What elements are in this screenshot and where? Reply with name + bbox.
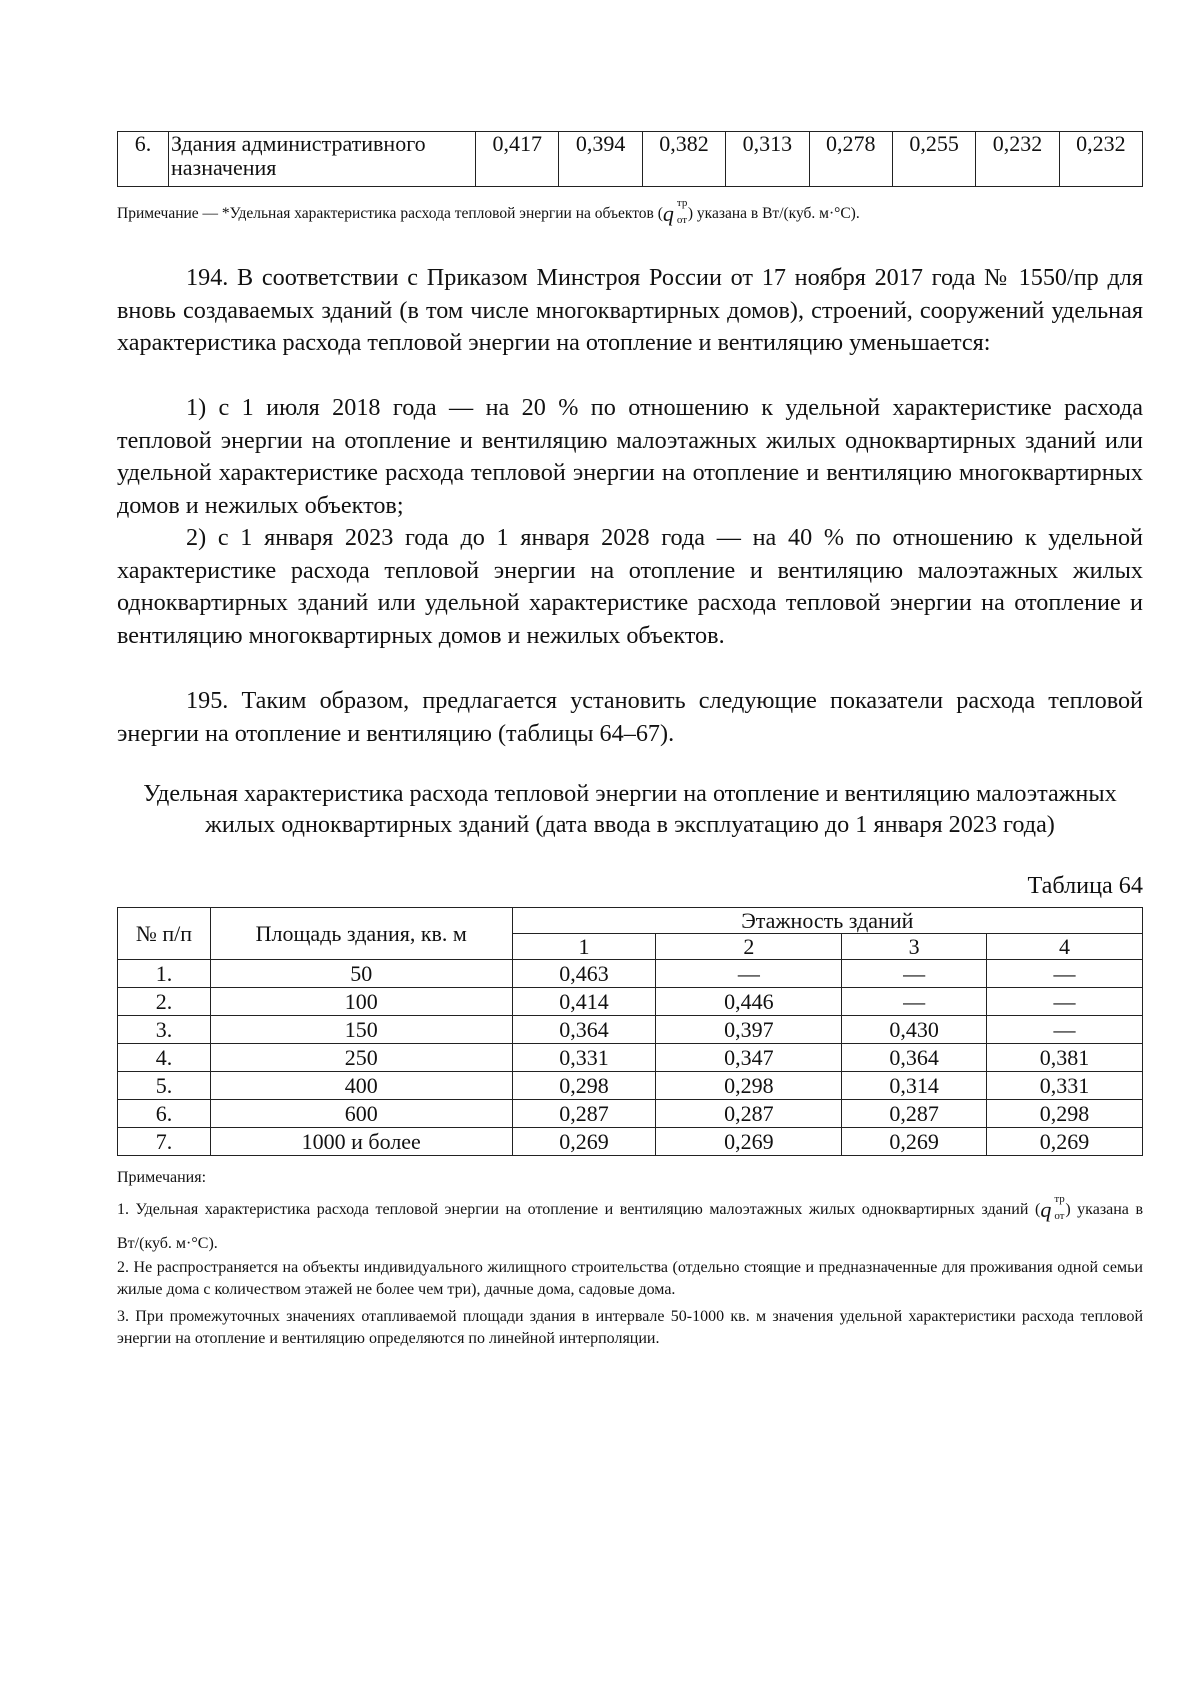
cell-value: 0,287: [512, 1100, 656, 1128]
table-row: [118, 1044, 1143, 1072]
cell-value: 0,269: [656, 1128, 842, 1156]
paragraph-item-1: 1) с 1 июля 2018 года — на 20 % по отношению к удельной характеристике расхода тепловой энергии на отопление и вентиляцию малоэтажных жилых одноквартирных зданий или удельной характеристике расхода тепловой энергии на отопление и вентиляцию многоквартирных домов и нежилых объектов;: [117, 394, 1143, 519]
note-text-before: Примечание — *Удельная характеристика расхода тепловой энергии на объектов (: [117, 205, 663, 222]
note-1: [117, 1190, 1143, 1261]
cell-value: 0,331: [512, 1044, 656, 1072]
cell-value: 0,269: [512, 1128, 656, 1156]
cell-num: 7.: [118, 1128, 211, 1156]
table-row: [118, 1100, 1143, 1128]
cell-area: 100: [210, 988, 512, 1016]
cell-value: —: [987, 988, 1143, 1016]
header-floor-4: 4: [987, 934, 1143, 960]
cell-value: 0,364: [842, 1044, 987, 1072]
value-cell: 0,232: [1059, 132, 1142, 187]
table-row: [118, 1016, 1143, 1044]
cell-num: 1.: [118, 960, 211, 988]
header-floor-3: 3: [842, 934, 987, 960]
cell-area: 400: [210, 1072, 512, 1100]
table-caption: Удельная характеристика расхода тепловой энергии на отопление и вентиляцию малоэтажных жилых одноквартирных зданий (дата ввода в эксплуатацию до 1 января 2023 года): [143, 780, 1117, 838]
cell-value: —: [987, 960, 1143, 988]
paragraph-195: 195. Таким образом, предлагается установить следующие показатели расхода тепловой энергии на отопление и вентиляцию (таблицы 64–67).: [117, 687, 1143, 747]
note-2: 2. Не распространяется на объекты индивидуального жилищного строительства (отдельно стоящие и предназначенные для проживания одной семьи жилые дома с количеством этажей не более чем три), дачные дома, садовые дома.: [117, 1259, 1143, 1298]
cell-value: 0,347: [656, 1044, 842, 1072]
header-num: № п/п: [118, 908, 211, 960]
value-cell: 0,255: [892, 132, 975, 187]
notes-title: Примечания:: [117, 1169, 207, 1186]
header-floors: Этажность зданий: [512, 908, 1142, 934]
table-label: Таблица 64: [1027, 872, 1143, 899]
cell-value: 0,331: [987, 1072, 1143, 1100]
cell-area: 250: [210, 1044, 512, 1072]
cell-value: —: [842, 960, 987, 988]
table-row: [118, 1072, 1143, 1100]
cell-value: 0,463: [512, 960, 656, 988]
cell-value: 0,446: [656, 988, 842, 1016]
cell-num: 6.: [118, 1100, 211, 1128]
value-cell: 0,278: [809, 132, 892, 187]
cell-value: 0,269: [987, 1128, 1143, 1156]
cell-value: 0,298: [656, 1072, 842, 1100]
value-cell: 0,394: [559, 132, 642, 187]
table-note: [117, 196, 1143, 229]
cell-num: 5.: [118, 1072, 211, 1100]
value-cell: 0,313: [726, 132, 809, 187]
cell-value: 0,287: [656, 1100, 842, 1128]
cell-value: —: [842, 988, 987, 1016]
table-row: [118, 1128, 1143, 1156]
value-cell: 0,232: [976, 132, 1059, 187]
cell-value: 0,381: [987, 1044, 1143, 1072]
value-cell: 0,417: [476, 132, 559, 187]
table-header-row: [118, 908, 1143, 934]
header-floor-1: 1: [512, 934, 656, 960]
table-prev-tail: [117, 131, 1143, 187]
cell-num: 3.: [118, 1016, 211, 1044]
value-cell: 0,382: [642, 132, 725, 187]
table-row: [118, 988, 1143, 1016]
table-row: [118, 960, 1143, 988]
cell-area: 50: [210, 960, 512, 988]
cell-value: —: [987, 1016, 1143, 1044]
header-area: Площадь здания, кв. м: [210, 908, 512, 960]
cell-value: 0,397: [656, 1016, 842, 1044]
q-symbol: q тр от: [662, 197, 688, 226]
building-type: Здания административного назначения: [169, 132, 476, 187]
cell-value: 0,430: [842, 1016, 987, 1044]
note-3: 3. При промежуточных значениях отапливаемой площади здания в интервале 50-1000 кв. м значения удельной характеристики расхода тепловой энергии на отопление и вентиляцию определяются по линейной интерполяции.: [117, 1308, 1143, 1347]
table-row: [118, 132, 1143, 187]
note-1-text-after: ) указана в Вт/(куб. м·°С).: [117, 1201, 1144, 1252]
cell-value: 0,298: [987, 1100, 1143, 1128]
cell-value: 0,364: [512, 1016, 656, 1044]
paragraph-item-2: 2) с 1 января 2023 года до 1 января 2028 года — на 40 % по отношению к удельной характеристике расхода тепловой энергии на отопление и вентиляцию малоэтажных жилых одноквартирных зданий или удельной характеристике расхода тепловой энергии на отопление и вентиляцию многоквартирных домов и нежилых объектов.: [117, 524, 1143, 649]
cell-area: 1000 и более: [210, 1128, 512, 1156]
cell-value: 0,287: [842, 1100, 987, 1128]
cell-area: 600: [210, 1100, 512, 1128]
cell-value: 0,269: [842, 1128, 987, 1156]
row-number: 6.: [118, 132, 169, 187]
cell-num: 2.: [118, 988, 211, 1016]
note-1-text-before: 1. Удельная характеристика расхода тепловой энергии на отопление и вентиляцию малоэтажных жилых одноквартирных зданий (: [117, 1201, 1041, 1218]
cell-area: 150: [210, 1016, 512, 1044]
q-symbol: q тр от: [1040, 1193, 1065, 1222]
cell-value: 0,414: [512, 988, 656, 1016]
header-floor-2: 2: [656, 934, 842, 960]
table-64: [117, 907, 1143, 1156]
cell-value: 0,314: [842, 1072, 987, 1100]
paragraph-194: 194. В соответствии с Приказом Минстроя России от 17 ноября 2017 года № 1550/пр для вновь создаваемых зданий (в том числе многоквартирных домов), строений, сооружений удельная характеристика расхода тепловой энергии на отопление и вентиляцию уменьшается:: [117, 264, 1143, 356]
cell-num: 4.: [118, 1044, 211, 1072]
cell-value: 0,298: [512, 1072, 656, 1100]
note-text-after: ) указана в Вт/(куб. м·°С).: [687, 205, 860, 222]
cell-value: —: [656, 960, 842, 988]
